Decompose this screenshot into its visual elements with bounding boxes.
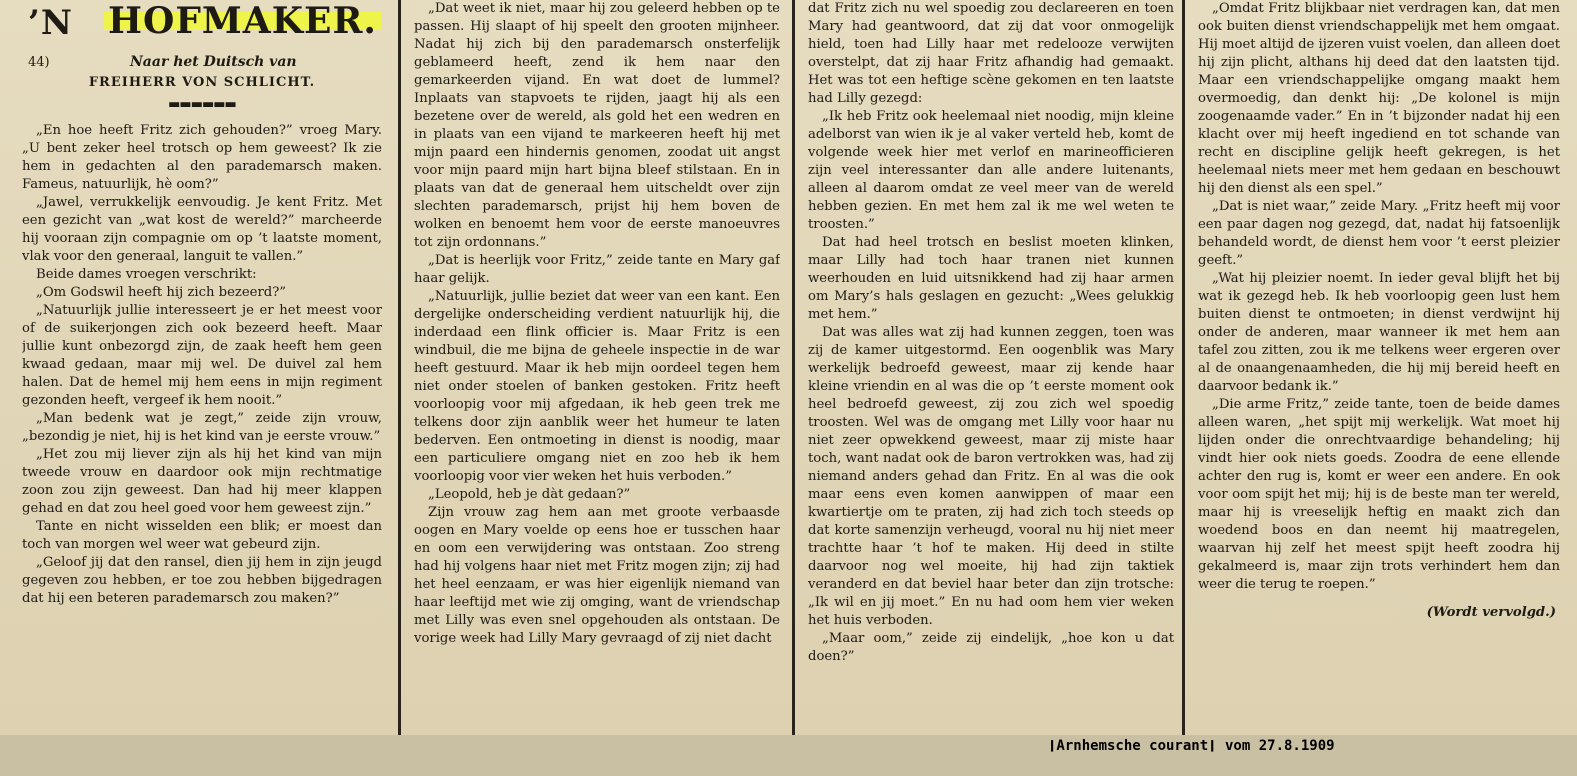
paragraph: Dat had heel trotsch en beslist moeten klinken, maar Lilly had toch haar tranen niet kunnen weerhouden en luid uitsnikkend had zij haar armen om Mary’s hals geslagen en gezucht: „Wees gelukkig met hem.”	[808, 235, 1174, 322]
column-4	[1198, 0, 1560, 735]
paragraph: dat Fritz zich nu wel spoedig zou declareeren en toen Mary had geantwoord, dat zij dat voor onmogelijk hield, toen had Lilly haar met redelooze verwijten overstelpt, dat zij haar Fritz afhandig had gemaakt. Het was tot een heftige scène gekomen en ten laatste had Lilly gezegd:	[808, 1, 1174, 106]
installment-number: 44)	[28, 55, 50, 70]
paragraph: „Jawel, verrukkelijk eenvoudig. Je kent Fritz. Met een gezicht van „wat kost de wereld?” marcheerde hij vooraan zijn compagnie om op ’t laatste moment, vlak voor den generaal, languit te vallen.”	[22, 195, 382, 264]
paragraph: „Natuurlijk jullie interesseert je er het meest voor of de suikerjongen zich ook bezeerd heeft. Maar jullie kunt onbezorgd zijn, de zaak heeft hem geen kwaad gedaan, maar mij wel. De duivel zal hem halen. Dat de hemel mij hem eens in mijn regiment gezonden heeft, vergeef ik hem nooit.”	[22, 303, 382, 408]
column-1	[22, 0, 382, 735]
paragraph: „Ik heb Fritz ook heelemaal niet noodig, mijn kleine adelborst van wien ik je al vaker verteld heb, komt de volgende week hier met verlof en marineofficieren zijn veel interessanter dan alle andere luitenants, alleen al daarom omdat ze veel meer van de wereld hebben gezien. En met hem zal ik me wel weten te troosten.”	[808, 109, 1174, 232]
paragraph: „Het zou mij liever zijn als hij het kind van mijn tweede vrouw en daardoor ook mijn rechtmatige zoon zou zijn geweest. Dan had hij meer klappen gehad en dat zou heel goed voor hem geweest zijn.”	[22, 447, 382, 516]
column-rule	[792, 0, 795, 735]
paragraph: Zijn vrouw zag hem aan met groote verbaasde oogen en Mary voelde op eens hoe er tusschen haar en oom een verwijdering was ontstaan. Zoo streng had hij volgens haar niet met Fritz mogen zijn; zij had het heel eenzaam, er was hier eigenlijk niemand van haar leeftijd met wie zij omging, want de vriendschap met Lilly was even snel opgehouden als ontstaan. De vorige week had Lilly Mary gevraagd of zij niet dacht	[414, 505, 780, 646]
column-rule	[398, 0, 401, 735]
source-line: Naar het Duitsch van	[130, 54, 297, 70]
paragraph: „Maar oom,” zeide zij eindelijk, „hoe kon u dat doen?”	[808, 631, 1174, 664]
paragraph: „Dat is niet waar,” zeide Mary. „Fritz heeft mij voor een paar dagen nog gezegd, dat, nadat hij fatsoenlijk behandeld wordt, de dienst hem voor ’t eerst pleizier geeft.”	[1198, 199, 1560, 268]
column-rule	[1182, 0, 1185, 735]
to-be-continued: (Wordt vervolgd.)	[1426, 605, 1556, 620]
paragraph: „Leopold, heb je dàt gedaan?”	[428, 487, 631, 502]
paragraph: „Omdat Fritz blijkbaar niet verdragen kan, dat men ook buiten dienst vriendschappelijk met hem omgaat. Hij moet altijd de ijzeren vuist voelen, dan alleen doet hij zijn plicht, althans hij deed dat den laatsten tijd. Maar een vriendschappelijke omgang maakt hem overmoedig, dan denkt hij: „De kolonel is mijn zoogenaamde vader.” En in ’t bijzonder nadat hij een klacht over mij heeft ingediend en tot schande van recht en discipline gelijk heeft gekregen, is het heelemaal niets meer met hem gedaan en beschouwt hij den dienst als een spel.”	[1198, 1, 1560, 196]
column-3	[808, 0, 1174, 735]
paragraph: „Om Godswil heeft hij zich bezeerd?”	[36, 285, 287, 300]
author-line: FREIHERR VON SCHLICHT.	[88, 75, 316, 90]
headline-prefix: ’N	[28, 3, 73, 43]
subheading	[22, 52, 382, 74]
headline	[22, 0, 382, 52]
source-caption: ❙Arnhemsche courant❙ vom 27.8.1909	[1048, 738, 1335, 754]
headline-title: HOFMAKER.	[104, 12, 381, 30]
paragraph: „En hoe heeft Fritz zich gehouden?” vroeg Mary. „U bent zeker heel trotsch op hem geweest? Ik zie hem in gedachten al den parademarsch maken. Fameus, natuurlijk, hè oom?”	[22, 123, 382, 192]
paragraph: „Dat is heerlijk voor Fritz,” zeide tante en Mary gaf haar gelijk.	[414, 253, 780, 286]
paragraph: Dat was alles wat zij had kunnen zeggen, toen was zij de kamer uitgestormd. Een oogenblik was Mary werkelijk bedroefd geweest, maar zij kende haar kleine vriendin en al was die op ’t eerste moment ook heel bedroefd geweest, zij zou zich wel spoedig troosten. Wel was de omgang met Lilly voor haar nu niet zeer opwekkend geweest, maar zij miste haar toch, want nadat ook de baron vertrokken was, had zij niemand anders gehad dan Fritz. En al was die ook maar eens even komen aanwippen of maar een kwartiertje om te praten, zij had zich toch steeds op dat korte samenzijn verheugd, vooral nu hij niet meer trachtte haar ’t hof te maken. Hij deed in stilte daarvoor nog wel moeite, hij had zijn taktiek veranderd en dat beviel haar beter dan zijn trotsche: „Ik wil en jij moet.” En nu had oom hem vier weken het huis verboden.	[808, 325, 1174, 628]
paragraph: Beide dames vroegen verschrikt:	[36, 267, 257, 282]
ornament-divider: ▬▬▬▬▬▬	[168, 97, 236, 112]
paragraph: „Wat hij pleizier noemt. In ieder geval blijft het bij wat ik gezegd heb. Ik heb voorloopig geen lust hem buiten dienst te ontmoeten; in dienst verdwijnt hij onder de anderen, maar wanneer ik met hem aan tafel zou zitten, zou ik me telkens weer ergeren over al de onaangenaamheden, die hij mij bereid heeft en daarvoor bedank ik.”	[1198, 271, 1560, 394]
paragraph: „Man bedenk wat je zegt,” zeide zijn vrouw, „bezondig je niet, hij is het kind van je eerste vrouw.”	[22, 411, 382, 444]
paragraph: „Natuurlijk, jullie beziet dat weer van een kant. Een dergelijke onderscheiding verdient natuurlijk hij, die inderdaad een flink officier is. Maar Fritz is een windbuil, die me bijna de geheele inspectie in de war heeft gestuurd. Maar ik heb mijn oordeel tegen hem niet onder stoelen of banken gestoken. Fritz heeft voorloopig voor mij afgedaan, ik heb geen trek me telkens door zijn aanblik weer het humeur te laten bederven. Een ontmoeting in dienst is noodig, maar een particuliere omgang niet en zoo heb ik hem voorloopig voor vier weken het huis verboden.”	[414, 289, 780, 484]
paragraph: „Die arme Fritz,” zeide tante, toen de beide dames alleen waren, „het spijt mij werkelijk. Wat moet hij lijden onder die onrechtvaardige behandeling; hij vindt hier ook niets goeds. Zoodra de eene ellende achter den rug is, komt er weer een andere. En ook voor oom spijt het mij; hij is de beste man ter wereld, maar hij is vreeselijk heftig en maakt zich dan woedend boos en dan neemt hij maatregelen, waarvan hij zelf het meest spijt heeft zoodra hij gekalmeerd is, maar zijn trots verhindert hem dan weer die terug te roepen.”	[1198, 397, 1560, 592]
column-2	[414, 0, 780, 735]
paragraph: Tante en nicht wisselden een blik; er moest dan toch van morgen wel weer wat gebeurd zijn.	[22, 519, 382, 552]
paragraph: „Dat weet ik niet, maar hij zou geleerd hebben op te passen. Hij slaapt of hij speelt den grooten mijnheer. Nadat hij zich bij den parademarsch onsterfelijk geblameerd heeft, zend ik hem naar den gemarkeerden vijand. En wat doet de lummel? Inplaats van stapvoets te rijden, jaagt hij als een bezetene over de wereld, als gold het een wedren en in plaats van een vijand te markeeren heeft hij met mijn paard een hindernis genomen, zoodat uit angst voor mijn paard mijn hart bijna bleef stilstaan. En in plaats van dat de generaal hem uitscheldt over zijn slechten parademarsch, prijst hij hem boven de wolken en benoemt hem voor de eerste manoeuvres tot zijn ordonnans.”	[414, 1, 780, 250]
paragraph: „Geloof jij dat den ransel, dien jij hem in zijn jeugd gegeven zou hebben, er toe zou hebben bijgedragen dat hij een beteren parademarsch zou maken?”	[22, 555, 382, 606]
